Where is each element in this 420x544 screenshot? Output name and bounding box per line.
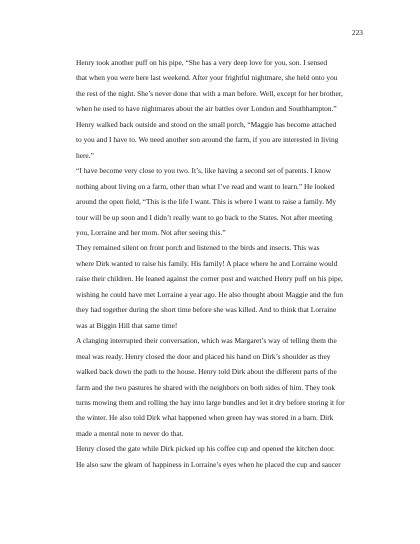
page-number: 223 [351,28,363,37]
text-line: A clanging interrupted their conversation, which was Margaret’s way of telling them the [76,336,337,346]
text-line: nothing about living on a farm, other than what I’ve read and want to learn.” He looked [76,181,335,191]
text-line: raise their children. He leaned against the corner post and watched Henry puff on his pipe, [76,274,343,284]
paragraph [62,441,360,472]
text-line: made a mental note to never do that. [76,428,184,438]
text-line: tour will be up soon and I didn’t really want to go back to the States. Not after meeting [76,212,333,222]
text-line: they had together during the short time before she was killed. And to think that Lorraine [76,305,337,315]
text-line: Henry took another puff on his pipe, “She has a very deep love for you, son. I sensed [76,58,328,67]
text-line: They remained silent on front porch and listened to the birds and insects. This was [76,243,320,253]
text-line: Henry walked back outside and stood on the small porch, “Maggie has become attached [76,119,337,129]
text-line: “I have become very close to you two. It’s, like having a second set of parents. I know [76,166,331,176]
text-line: the winter. He also told Dirk what happened when green hay was stored in a barn. Dirk [76,413,334,423]
text-line: turns mowing them and rolling the hay into large bundles and let it dry before storing it for [76,397,345,407]
text-line: around the open field, “This is the life I want. This is where I want to raise a family. My [76,197,337,207]
paragraph [62,333,360,441]
paragraph [62,163,360,240]
body-text [62,55,360,472]
text-line: you, Lorraine and her mom. Not after seeing this.” [76,227,226,237]
text-line: farm and the two pastures he shared with the neighbors on both sides of him. They took [76,382,336,392]
paragraph [62,117,360,163]
text-line: that when you were here last weekend. After your frightful nightmare, she held onto you [76,73,338,83]
text-line: wishing he could have met Lorraine a year ago. He also thought about Maggie and the fun [76,289,344,299]
text-line: Henry closed the gate while Dirk picked up his coffee cup and opened the kitchen door. [76,444,335,454]
paragraph [62,240,360,333]
text-line: the rest of the night. She’s never done that with a man before. Well, except for her brother, [76,88,343,98]
text-line: He also saw the gleam of happiness in Lorraine’s eyes when he placed the cup and saucer [76,459,341,469]
paragraph [62,55,360,117]
text-line: when he used to have nightmares about the air battles over London and Southhampton.” [76,104,337,114]
text-line: walked back down the path to the house. Henry told Dirk about the different parts of the [76,367,337,377]
text-line: here.” [76,150,94,160]
text-line: where Dirk wanted to raise his family. His family! A place where he and Lorraine would [76,258,338,268]
text-line: was at Biggin Hill that same time! [76,320,178,330]
text-line: meal was ready. Henry closed the door and placed his hand on Dirk’s shoulder as they [76,351,331,361]
text-line: to you and I have to. We need another son around the farm, if you are interested in living [76,135,339,145]
